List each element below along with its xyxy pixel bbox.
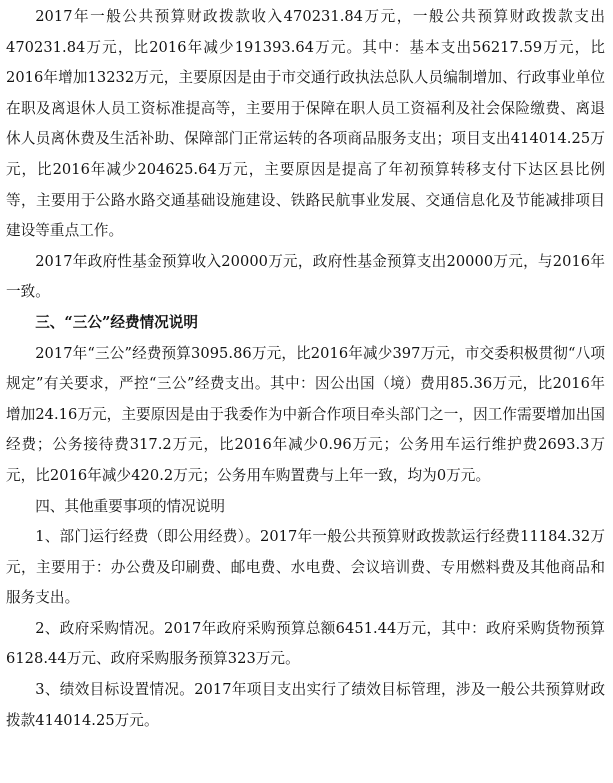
paragraph-government-fund: 2017年政府性基金预算收入20000万元，政府性基金预算支出20000万元，与2016年一致。 <box>6 252 605 301</box>
paragraph-general-budget: 2017年一般公共预算财政拨款收入470231.84万元，一般公共预算财政拨款支出470231.84万元，比2016年减少191393.64万元。其中：基本支出56217.59万元，比2016年增加13232万元，主要原因是由于市交通行政执法总队人员编制增加、行政事业单位在职及离退休人员工资标准提高等，主要用于保障在职人员工资福利及社会保险缴费、离退休人员离休费及生活补助、保障部门正常运转的各项商品服务支出；项目支出414014.25万元，比2016年减少204625.64万元，主要原因是提高了年初预算转移支付下达区县比例等，主要用于公路水路交通基础设施建设、铁路民航事业发展、交通信息化及节能减排项目建设等重点工作。 <box>6 8 605 240</box>
heading-other-matters: 四、其他重要事项的情况说明 <box>35 497 225 515</box>
paragraph-three-public-expenses: 2017年“三公”经费预算3095.86万元，比2016年减少397万元，市交委积极贯彻“八项规定”有关要求，严控“三公”经费支出。其中：因公出国（境）费用85.36万元，比2016年增加24.16万元，主要原因是由于我委作为中新合作项目牵头部门之一，因工作需要增加出国经费；公务接待费317.2万元，比2016年减少0.96万元；公务用车运行维护费2693.3万元，比2016年减少420.2万元；公务用车购置费与上年一致，均为0万元。 <box>6 344 605 484</box>
paragraph-operating-expenses: 1、部门运行经费（即公用经费）。2017年一般公共预算财政拨款运行经费11184.32万元，主要用于：办公费及印刷费、邮电费、水电费、会议培训费、专用燃料费及其他商品和服务支出。 <box>6 528 605 607</box>
paragraph-government-procurement: 2、政府采购情况。2017年政府采购预算总额6451.44万元，其中：政府采购货物预算6128.44万元、政府采购服务预算323万元。 <box>6 619 605 668</box>
heading-three-public-expenses: 三、“三公”经费情况说明 <box>35 313 198 331</box>
paragraph-performance-goals: 3、绩效目标设置情况。2017年项目支出实行了绩效目标管理，涉及一般公共预算财政拨款414014.25万元。 <box>6 681 605 729</box>
